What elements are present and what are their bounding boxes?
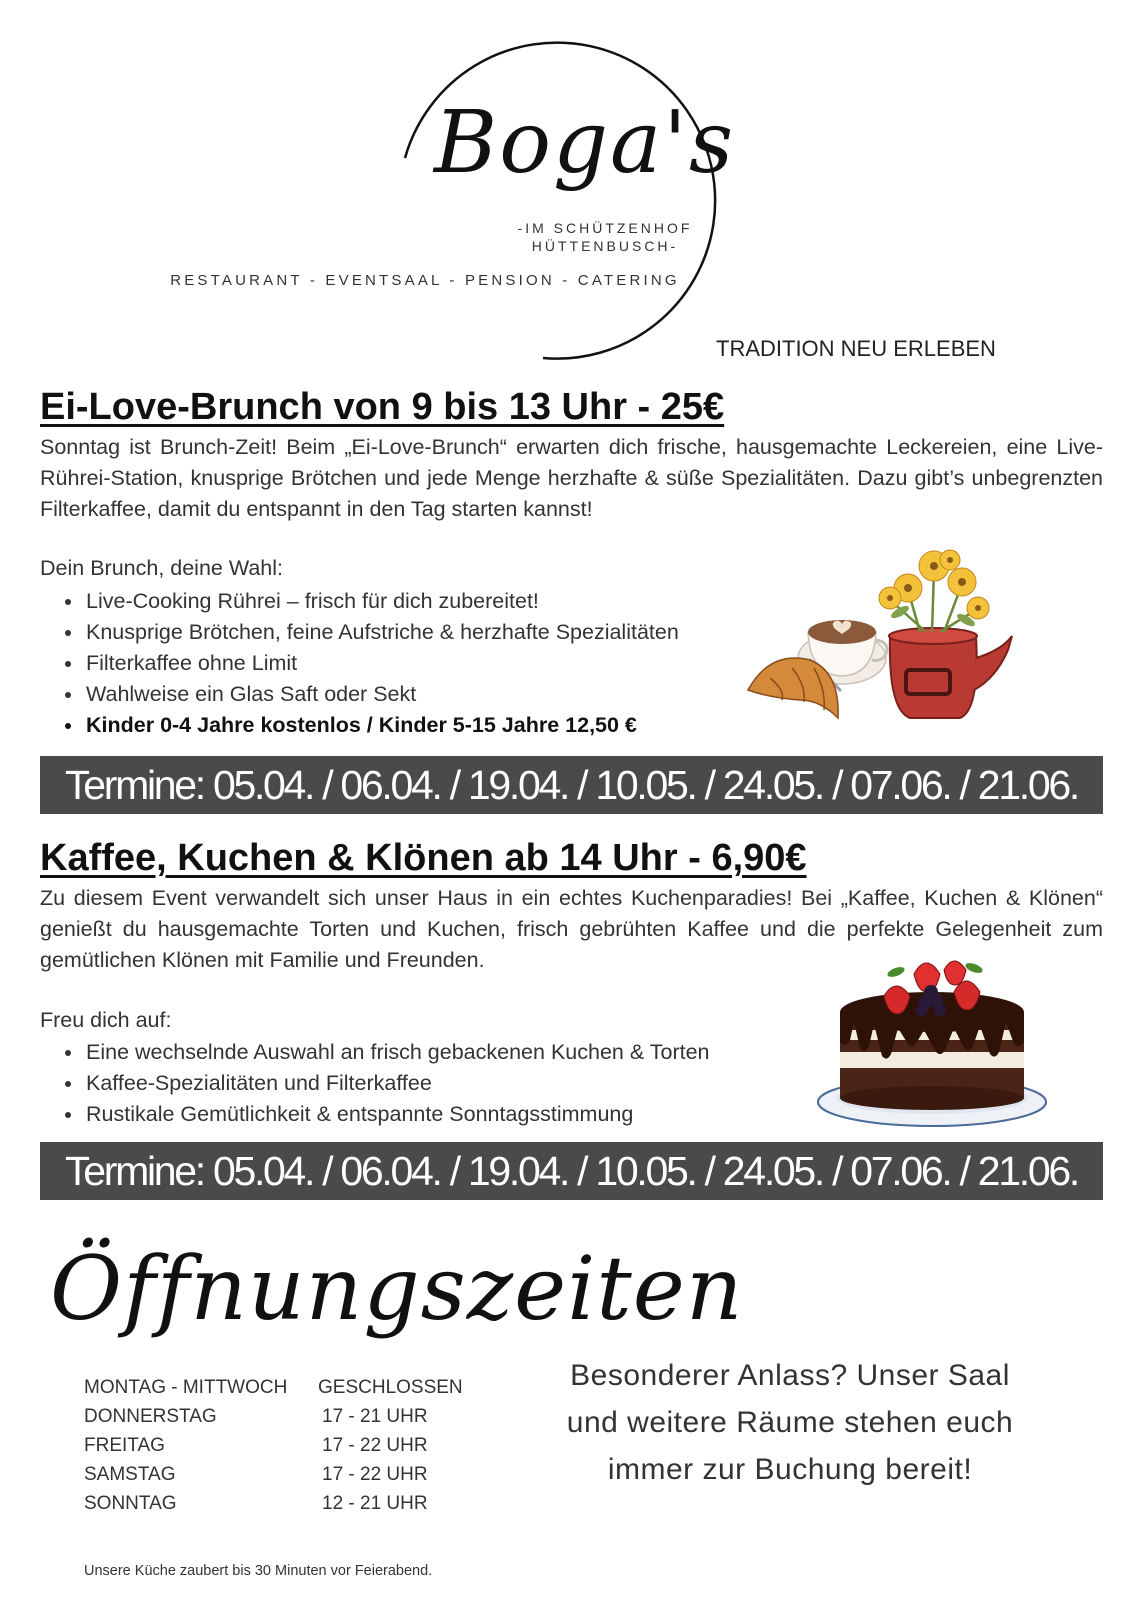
table-row bbox=[84, 1489, 463, 1518]
special-occasion-text bbox=[530, 1352, 1050, 1493]
hours-time: 17 - 22 UHR bbox=[322, 1463, 428, 1485]
list-item: • Live-Cooking Rührei – frisch für dich zubereitet! bbox=[84, 586, 679, 617]
hours-time: 17 - 21 UHR bbox=[322, 1405, 428, 1427]
hours-time: 12 - 21 UHR bbox=[322, 1492, 428, 1514]
list-item: • Rustikale Gemütlichkeit & entspannte Sonntagsstimmung bbox=[84, 1099, 710, 1130]
brunch-list bbox=[40, 586, 679, 741]
list-item: • Filterkaffee ohne Limit bbox=[84, 648, 679, 679]
list-item: • Eine wechselnde Auswahl an frisch gebackenen Kuchen & Torten bbox=[84, 1037, 710, 1068]
brunch-title: Ei-Love-Brunch von 9 bis 13 Uhr - 25€ bbox=[40, 386, 725, 428]
brunch-intro: Dein Brunch, deine Wahl: bbox=[40, 556, 283, 580]
table-row bbox=[84, 1402, 463, 1431]
table-row bbox=[84, 1460, 463, 1489]
hours-day: SONNTAG bbox=[84, 1492, 177, 1514]
logo-name: Boga's bbox=[434, 93, 736, 193]
special-line: und weitere Räume stehen euch bbox=[566, 1406, 1014, 1439]
table-row bbox=[84, 1431, 463, 1460]
table-row bbox=[84, 1373, 463, 1402]
kaffee-list bbox=[40, 1037, 710, 1130]
special-line: immer zur Buchung bereit! bbox=[607, 1453, 973, 1486]
motto: TRADITION NEU ERLEBEN bbox=[716, 336, 996, 361]
hours-day: DONNERSTAG bbox=[84, 1405, 217, 1427]
logo-tagline: RESTAURANT - EVENTSAAL - PENSION - CATERING bbox=[170, 272, 680, 289]
list-item: • Kaffee-Spezialitäten und Filterkaffee bbox=[84, 1068, 710, 1099]
logo-circle-icon bbox=[393, 38, 723, 368]
hours-day: MONTAG - MITTWOCH bbox=[84, 1376, 288, 1398]
coffee-croissant-kettle-flowers-icon bbox=[740, 540, 1020, 730]
kaffee-intro: Freu dich auf: bbox=[40, 1008, 172, 1032]
list-item-kids-price: • Kinder 0-4 Jahre kostenlos / Kinder 5-15 Jahre 12,50 € bbox=[84, 710, 679, 741]
hours-time: 17 - 22 UHR bbox=[322, 1434, 428, 1456]
opening-hours-title: Öffnungszeiten bbox=[50, 1237, 744, 1340]
brunch-description: Sonntag ist Brunch-Zeit! Beim „Ei-Love-Brunch“ erwarten dich frische, hausgemachte Leckereien, eine Live-Rührei-Station, knusprige Brötchen und jede Menge herzhafte & süße Spezialitäten. Dazu gibt’s unbegrenzten Filterkaffee, damit du entspannt in den Tag starten kannst! bbox=[40, 435, 1103, 521]
list-item: • Knusprige Brötchen, feine Aufstriche & herzhafte Spezialitäten bbox=[84, 617, 679, 648]
hours-day: SAMSTAG bbox=[84, 1463, 176, 1485]
special-line: Besonderer Anlass? Unser Saal bbox=[570, 1359, 1010, 1392]
brunch-termine-bar: Termine: 05.04. / 06.04. / 19.04. / 10.05. / 24.05. / 07.06. / 21.06. bbox=[40, 756, 1103, 814]
kaffee-termine-bar: Termine: 05.04. / 06.04. / 19.04. / 10.05. / 24.05. / 07.06. / 21.06. bbox=[40, 1142, 1103, 1200]
kitchen-note: Unsere Küche zaubert bis 30 Minuten vor Feierabend. bbox=[84, 1563, 433, 1579]
hours-time: GESCHLOSSEN bbox=[318, 1376, 463, 1398]
opening-hours-table bbox=[84, 1373, 463, 1518]
logo-subtitle-line2: HÜTTENBUSCH- bbox=[531, 238, 679, 254]
list-item: • Wahlweise ein Glas Saft oder Sekt bbox=[84, 679, 679, 710]
chocolate-cake-icon bbox=[814, 952, 1050, 1132]
logo-subtitle-line1: -IM SCHÜTZENHOF bbox=[517, 220, 693, 236]
hours-day: FREITAG bbox=[84, 1434, 165, 1456]
kaffee-title: Kaffee, Kuchen & Klönen ab 14 Uhr - 6,90€ bbox=[40, 837, 807, 879]
kaffee-description: Zu diesem Event verwandelt sich unser Haus in ein echtes Kuchenparadies! Bei „Kaffee, Kuchen & Klönen“ genießt du hausgemachte Torten und Kuchen, frisch gebrühten Kaffee und die perfekte Gelegenheit zum gemütlichen Klönen mit Familie und Freunden. bbox=[40, 886, 1103, 972]
